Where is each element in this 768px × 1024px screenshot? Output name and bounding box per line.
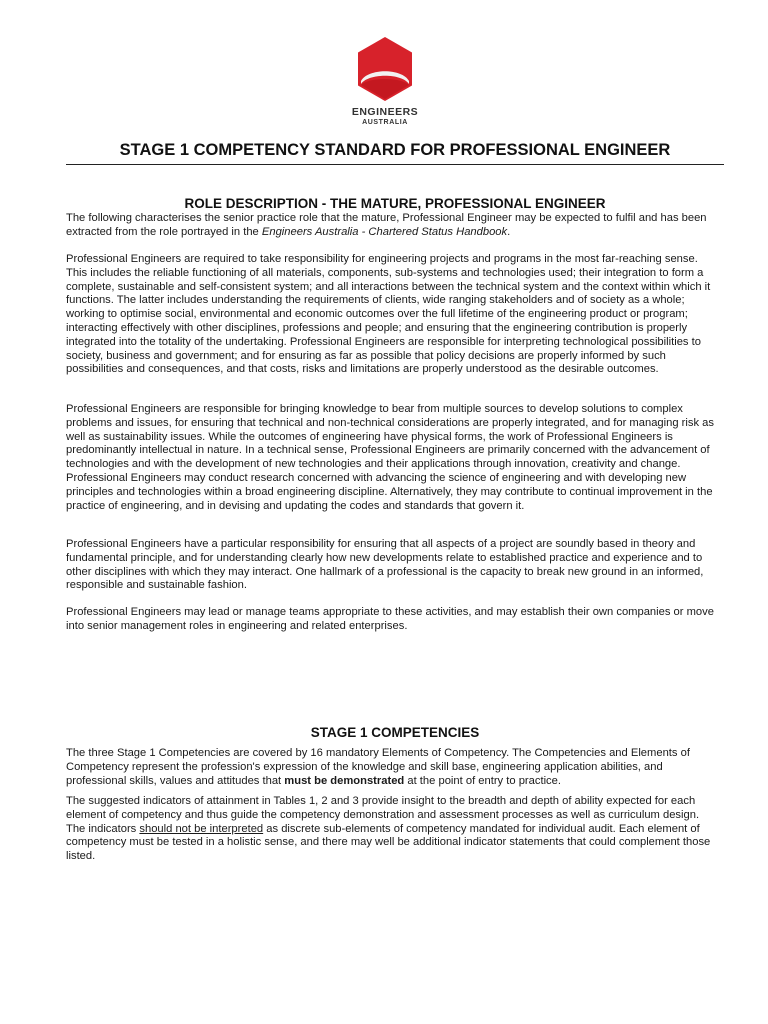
role-paragraph-theory: Professional Engineers have a particular responsibility for ensuring that all aspects of a project are soundly based in theory and fundamental principle, and for understanding clearly how new developments relate to established practice and experience and to other disciplines with which they may interact. One hallmark of a professional is the capacity to break new ground in an informed, responsible and sustainable fashion. — [66, 538, 704, 592]
engineers-australia-logo — [345, 35, 425, 126]
emphasis-should-not-be-interpreted: should not be interpreted — [139, 822, 264, 835]
emphasis-must-be-demonstrated: must be demonstrated — [284, 774, 405, 787]
competencies-paragraph-1: The three Stage 1 Competencies are covered by 16 mandatory Elements of Competency. The Competencies and Elements of Competency represent the profession's expression of the knowledge and skill base, engineering application abilities, and professional skills, values and attitudes that must be demonstrated at the point of entry to practice. — [66, 747, 690, 787]
document-title: STAGE 1 COMPETENCY STANDARD FOR PROFESSIONAL ENGINEER — [119, 141, 671, 159]
handbook-reference: Engineers Australia - Chartered Status Handbook — [261, 225, 508, 238]
stage1-competencies-heading: STAGE 1 COMPETENCIES — [310, 725, 480, 740]
competencies-paragraph-2: The suggested indicators of attainment in Tables 1, 2 and 3 provide insight to the breadth and depth of ability expected for each element of competency and thus guide the competency demonstration and assessment processes as well as curriculum design. The indicators should not be interpreted as discrete sub-elements of competency mandated for individual audit. Each element of competency must be tested in a holistic sense, and there may well be additional indicator statements that could complement those listed. — [66, 795, 711, 863]
role-description-heading: ROLE DESCRIPTION - THE MATURE, PROFESSIONAL ENGINEER — [184, 196, 606, 211]
hexagon-logo-icon — [355, 35, 415, 103]
title-divider — [66, 164, 724, 165]
logo-text-engineers: ENGINEERS — [351, 106, 419, 118]
role-paragraph-responsibility: Professional Engineers are required to take responsibility for engineering projects and programs in the most far-reaching sense. This includes the reliable functioning of all materials, components, sub-systems and technologies used; their integration to form a complete, sustainable and self-consistent system; and all interactions between the technical system and the context within which it functions. The latter includes understanding the requirements of clients, wide ranging stakeholders and of society as a whole; working to optimise social, environmental and economic outcomes over the full lifetime of the engineering product or program; interacting effectively with other disciplines, professions and people; and ensuring that the engineering contribution is properly integrated into the totality of the undertaking. Professional Engineers are responsible for interpreting technological possibilities to society, business and government; and for ensuring as far as possible that policy decisions are properly informed by such possibilities and consequences, and that costs, risks and limitations are properly understood as the desirable outcomes. — [66, 253, 711, 376]
role-paragraph-knowledge: Professional Engineers are responsible for bringing knowledge to bear from multiple sources to develop solutions to complex problems and issues, for ensuring that technical and non-technical considerations are properly integrated, and for managing risk as well as sustainability issues. While the outcomes of engineering have physical forms, the work of Professional Engineers is predominantly intellectual in nature. In a technical sense, Professional Engineers are primarily concerned with the advancement of technologies and with the development of new technologies and their applications through innovation, creativity and change. Professional Engineers may conduct research concerned with advancing the science of engineering and with developing new principles and technologies within a broad engineering discipline. Alternatively, they may contribute to continual improvement in the practice of engineering, and in devising and updating the codes and standards that govern it. — [66, 403, 715, 512]
role-intro-paragraph: The following characterises the senior practice role that the mature, Professional Engineer may be expected to fulfil and has been extracted from the role portrayed in the Engineers Australia - Chartered Status Handbook. — [66, 212, 707, 238]
logo-text-australia: AUSTRALIA — [362, 119, 408, 126]
role-paragraph-leadership: Professional Engineers may lead or manage teams appropriate to these activities, and may establish their own companies or move into senior management roles in engineering and related enterprises. — [66, 606, 714, 632]
